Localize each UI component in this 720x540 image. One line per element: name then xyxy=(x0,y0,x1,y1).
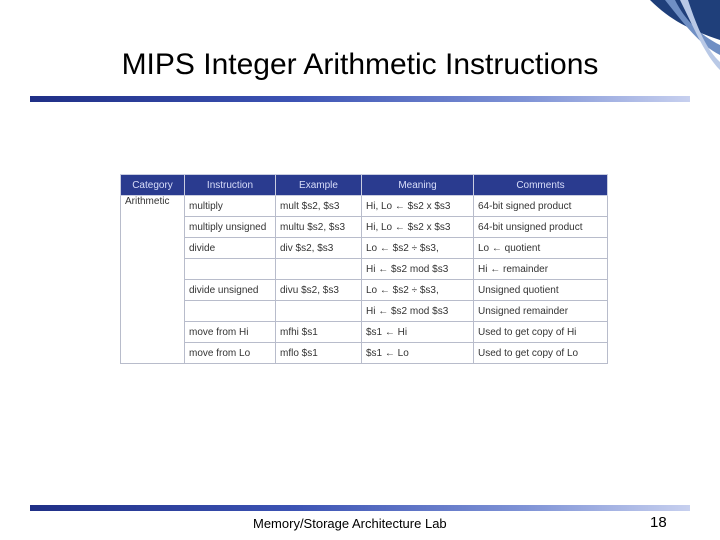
table-row xyxy=(121,301,608,322)
instruction-table xyxy=(120,174,608,364)
title-divider xyxy=(30,96,690,102)
instruction-cell: multiply unsigned xyxy=(185,217,276,238)
slide-title: MIPS Integer Arithmetic Instructions xyxy=(121,48,599,81)
meaning-cell: Hi, Lo ← $s2 x $s3 xyxy=(362,196,474,217)
table-row xyxy=(121,217,608,238)
table-row xyxy=(121,322,608,343)
footer-divider xyxy=(30,505,690,511)
comments-cell: Unsigned quotient xyxy=(474,280,608,301)
comments-cell: Used to get copy of Hi xyxy=(474,322,608,343)
table-header-row xyxy=(121,175,608,196)
footer-lab-name: Memory/Storage Architecture Lab xyxy=(253,516,447,531)
comments-cell: 64-bit signed product xyxy=(474,196,608,217)
slide-footer xyxy=(0,514,720,534)
meaning-cell: $s1 ← Lo xyxy=(362,343,474,364)
instruction-cell: move from Lo xyxy=(185,343,276,364)
meaning-cell: Hi, Lo ← $s2 x $s3 xyxy=(362,217,474,238)
example-cell: div $s2, $s3 xyxy=(276,238,362,259)
comments-cell: Used to get copy of Lo xyxy=(474,343,608,364)
category-cell: Arithmetic xyxy=(121,196,185,364)
example-cell xyxy=(276,259,362,280)
example-cell: mfhi $s1 xyxy=(276,322,362,343)
header-comments: Comments xyxy=(474,175,608,196)
table-row xyxy=(121,259,608,280)
example-cell: divu $s2, $s3 xyxy=(276,280,362,301)
instruction-cell: divide unsigned xyxy=(185,280,276,301)
header-meaning: Meaning xyxy=(362,175,474,196)
instruction-cell: move from Hi xyxy=(185,322,276,343)
table-row xyxy=(121,238,608,259)
instruction-cell: multiply xyxy=(185,196,276,217)
header-example: Example xyxy=(276,175,362,196)
instruction-cell xyxy=(185,301,276,322)
instruction-cell xyxy=(185,259,276,280)
meaning-cell: Lo ← $s2 ÷ $s3, xyxy=(362,280,474,301)
comments-cell: Lo ← quotient xyxy=(474,238,608,259)
table-row xyxy=(121,280,608,301)
meaning-cell: Hi ← $s2 mod $s3 xyxy=(362,301,474,322)
header-category: Category xyxy=(121,175,185,196)
instruction-cell: divide xyxy=(185,238,276,259)
example-cell xyxy=(276,301,362,322)
comments-cell: Hi ← remainder xyxy=(474,259,608,280)
example-cell: mult $s2, $s3 xyxy=(276,196,362,217)
example-cell: multu $s2, $s3 xyxy=(276,217,362,238)
comments-cell: Unsigned remainder xyxy=(474,301,608,322)
header-instruction: Instruction xyxy=(185,175,276,196)
meaning-cell: $s1 ← Hi xyxy=(362,322,474,343)
page-number: 18 xyxy=(650,514,667,531)
comments-cell: 64-bit unsigned product xyxy=(474,217,608,238)
table-row xyxy=(121,343,608,364)
meaning-cell: Hi ← $s2 mod $s3 xyxy=(362,259,474,280)
meaning-cell: Lo ← $s2 ÷ $s3, xyxy=(362,238,474,259)
table-row xyxy=(121,196,608,217)
example-cell: mflo $s1 xyxy=(276,343,362,364)
